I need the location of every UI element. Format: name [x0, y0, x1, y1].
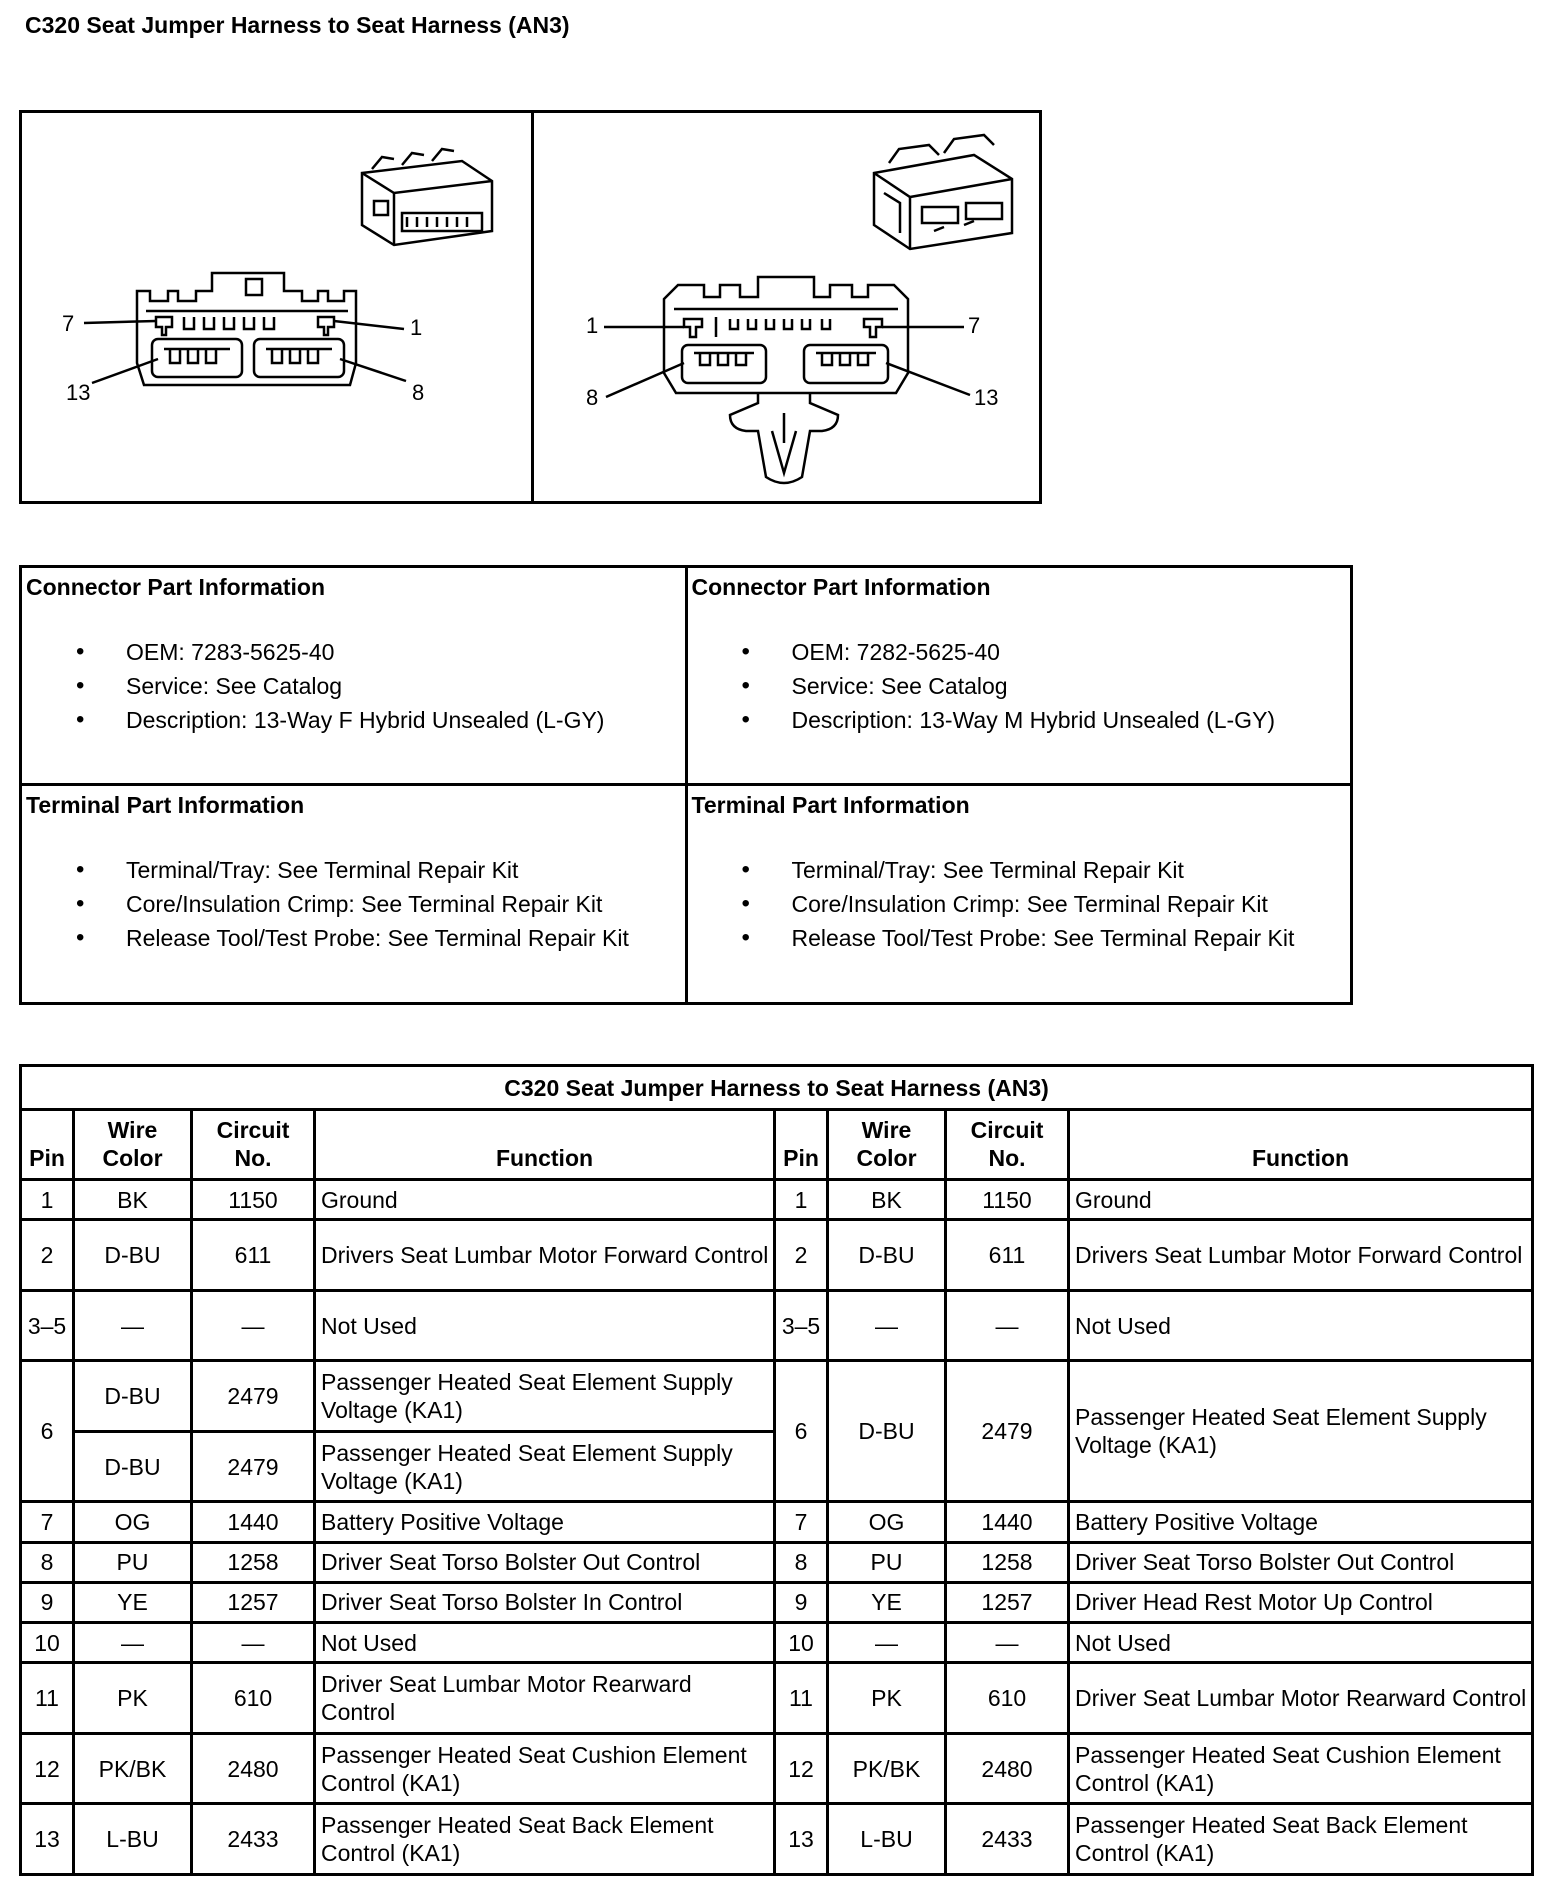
connector-diagram-panel [19, 110, 1042, 504]
right-connector-info-heading: Connector Part Information [691, 574, 991, 600]
header-wire-color: Wire Color [74, 1110, 192, 1180]
wire-color-cell: L-BU [828, 1804, 946, 1875]
header-circuit: Circuit No. [946, 1110, 1069, 1180]
left-connector-info [21, 567, 687, 785]
wire-color-cell: BK [828, 1180, 946, 1220]
pin-cell: 13 [21, 1804, 74, 1875]
function-cell: Ground [1069, 1180, 1533, 1220]
pin-cell: 2 [775, 1220, 828, 1291]
left-connector-info-list [26, 635, 681, 737]
circuit-cell: 610 [946, 1663, 1069, 1734]
circuit-cell: 1440 [946, 1502, 1069, 1542]
function-cell: Passenger Heated Seat Element Supply Voltage (KA1) [315, 1431, 775, 1502]
right-pin-label-8: 8 [586, 385, 599, 410]
circuit-cell: 1257 [192, 1582, 315, 1622]
pin-cell: 9 [775, 1582, 828, 1622]
pin-cell: 10 [21, 1623, 74, 1663]
function-cell: Driver Seat Lumbar Motor Rearward Control [315, 1663, 775, 1734]
wire-color-cell: L-BU [74, 1804, 192, 1875]
right-pin-label-13: 13 [974, 385, 999, 410]
pin-cell: 8 [775, 1542, 828, 1582]
function-cell: Passenger Heated Seat Cushion Element Control (KA1) [315, 1733, 775, 1804]
circuit-cell: 2479 [192, 1361, 315, 1432]
wire-color-cell: PK [828, 1663, 946, 1734]
function-cell: Driver Head Rest Motor Up Control [1069, 1582, 1533, 1622]
pin-cell: 6 [21, 1361, 74, 1502]
list-item: • OEM: 7283-5625-40 [26, 635, 681, 669]
right-connector-iso-icon [874, 135, 1012, 249]
circuit-cell: — [946, 1290, 1069, 1361]
table-row [21, 1542, 1533, 1582]
wire-color-cell: — [74, 1290, 192, 1361]
wire-color-cell: YE [828, 1582, 946, 1622]
pinout-table [19, 1064, 1534, 1876]
header-function: Function [1069, 1110, 1533, 1180]
pin-cell: 9 [21, 1582, 74, 1622]
right-connector-drawing [534, 113, 1039, 501]
pin-cell: 7 [775, 1502, 828, 1542]
circuit-cell: 1150 [946, 1180, 1069, 1220]
left-pin-label-8: 8 [412, 380, 425, 405]
pin-cell: 3–5 [21, 1290, 74, 1361]
table-row [21, 1290, 1533, 1361]
circuit-cell: 611 [946, 1220, 1069, 1291]
pin-cell: 1 [21, 1180, 74, 1220]
wire-color-cell: PU [828, 1542, 946, 1582]
part-info-table [19, 565, 1353, 1005]
list-item: • OEM: 7282-5625-40 [692, 635, 1347, 669]
function-cell: Battery Positive Voltage [1069, 1502, 1533, 1542]
circuit-cell: 611 [192, 1220, 315, 1291]
right-terminal-info-list [692, 853, 1347, 955]
wire-color-cell: D-BU [74, 1361, 192, 1432]
pin-cell: 8 [21, 1542, 74, 1582]
wire-color-cell: PK/BK [74, 1733, 192, 1804]
circuit-cell: — [946, 1623, 1069, 1663]
list-item: • Description: 13-Way F Hybrid Unsealed (L-GY) [26, 703, 681, 737]
header-wire-color: Wire Color [828, 1110, 946, 1180]
list-item: • Release Tool/Test Probe: See Terminal Repair Kit [692, 921, 1347, 955]
left-pin-label-13: 13 [66, 380, 91, 405]
pin-cell: 11 [775, 1663, 828, 1734]
list-item: • Terminal/Tray: See Terminal Repair Kit [692, 853, 1347, 887]
pin-cell: 6 [775, 1361, 828, 1502]
left-pin-label-7: 7 [62, 311, 75, 336]
circuit-cell: — [192, 1623, 315, 1663]
wire-color-cell: — [74, 1623, 192, 1663]
left-pin-label-1: 1 [410, 315, 423, 340]
circuit-cell: — [192, 1290, 315, 1361]
circuit-cell: 1258 [946, 1542, 1069, 1582]
left-connector-iso-icon [362, 149, 492, 245]
right-pin-label-1: 1 [586, 313, 599, 338]
function-cell: Passenger Heated Seat Element Supply Voltage (KA1) [1069, 1361, 1533, 1502]
left-terminal-info-heading: Terminal Part Information [26, 792, 305, 818]
table-row [21, 1623, 1533, 1663]
function-cell: Not Used [315, 1290, 775, 1361]
pin-cell: 7 [21, 1502, 74, 1542]
right-terminal-info-heading: Terminal Part Information [691, 792, 970, 818]
right-terminal-info [686, 785, 1352, 1004]
function-cell: Battery Positive Voltage [315, 1502, 775, 1542]
function-cell: Ground [315, 1180, 775, 1220]
wire-color-cell: PU [74, 1542, 192, 1582]
header-circuit: Circuit No. [192, 1110, 315, 1180]
right-connector-info [686, 567, 1352, 785]
circuit-cell: 1258 [192, 1542, 315, 1582]
circuit-cell: 2480 [192, 1733, 315, 1804]
header-pin: Pin [21, 1110, 74, 1180]
table-row [21, 1733, 1533, 1804]
function-cell: Driver Seat Torso Bolster Out Control [1069, 1542, 1533, 1582]
pin-cell: 12 [775, 1733, 828, 1804]
table-row [21, 1180, 1533, 1220]
function-cell: Not Used [1069, 1290, 1533, 1361]
list-item: • Service: See Catalog [692, 669, 1347, 703]
function-cell: Passenger Heated Seat Cushion Element Control (KA1) [1069, 1733, 1533, 1804]
header-pin: Pin [775, 1110, 828, 1180]
list-item: • Description: 13-Way M Hybrid Unsealed (L-GY) [692, 703, 1347, 737]
function-cell: Drivers Seat Lumbar Motor Forward Control [315, 1220, 775, 1291]
header-function: Function [315, 1110, 775, 1180]
table-row [21, 1582, 1533, 1622]
circuit-cell: 2479 [946, 1361, 1069, 1502]
wire-color-cell: D-BU [74, 1431, 192, 1502]
circuit-cell: 610 [192, 1663, 315, 1734]
pin-cell: 11 [21, 1663, 74, 1734]
wire-color-cell: — [828, 1623, 946, 1663]
wire-color-cell: PK [74, 1663, 192, 1734]
function-cell: Passenger Heated Seat Back Element Control (KA1) [1069, 1804, 1533, 1875]
table-row [21, 1361, 1533, 1432]
circuit-cell: 2480 [946, 1733, 1069, 1804]
table-row [21, 1663, 1533, 1734]
list-item: • Service: See Catalog [26, 669, 681, 703]
function-cell: Not Used [1069, 1623, 1533, 1663]
left-terminal-info-list [26, 853, 681, 955]
wire-color-cell: OG [74, 1502, 192, 1542]
pin-cell: 3–5 [775, 1290, 828, 1361]
page-title: C320 Seat Jumper Harness to Seat Harness (AN3) [25, 12, 570, 38]
wire-color-cell: D-BU [828, 1361, 946, 1502]
circuit-cell: 2479 [192, 1431, 315, 1502]
function-cell: Drivers Seat Lumbar Motor Forward Control [1069, 1220, 1533, 1291]
pin-cell: 12 [21, 1733, 74, 1804]
right-connector-info-list [692, 635, 1347, 737]
function-cell: Not Used [315, 1623, 775, 1663]
function-cell: Driver Seat Lumbar Motor Rearward Control [1069, 1663, 1533, 1734]
function-cell: Driver Seat Torso Bolster In Control [315, 1582, 775, 1622]
left-connector-drawing [22, 113, 531, 501]
wire-color-cell: — [828, 1290, 946, 1361]
pin-cell: 10 [775, 1623, 828, 1663]
pin-cell: 13 [775, 1804, 828, 1875]
wire-color-cell: D-BU [74, 1220, 192, 1291]
list-item: • Release Tool/Test Probe: See Terminal Repair Kit [26, 921, 681, 955]
list-item: • Terminal/Tray: See Terminal Repair Kit [26, 853, 681, 887]
circuit-cell: 1257 [946, 1582, 1069, 1622]
pinout-table-title: C320 Seat Jumper Harness to Seat Harness (AN3) [21, 1066, 1533, 1110]
list-item: • Core/Insulation Crimp: See Terminal Repair Kit [26, 887, 681, 921]
wire-color-cell: BK [74, 1180, 192, 1220]
wire-color-cell: D-BU [828, 1220, 946, 1291]
left-connector-info-heading: Connector Part Information [26, 574, 326, 600]
circuit-cell: 1150 [192, 1180, 315, 1220]
right-pin-label-7: 7 [968, 313, 981, 338]
circuit-cell: 1440 [192, 1502, 315, 1542]
wire-color-cell: PK/BK [828, 1733, 946, 1804]
left-terminal-info [21, 785, 687, 1004]
function-cell: Passenger Heated Seat Element Supply Voltage (KA1) [315, 1361, 775, 1432]
wire-color-cell: OG [828, 1502, 946, 1542]
table-row [21, 1804, 1533, 1875]
table-row [21, 1220, 1533, 1291]
circuit-cell: 2433 [946, 1804, 1069, 1875]
circuit-cell: 2433 [192, 1804, 315, 1875]
wire-color-cell: YE [74, 1582, 192, 1622]
table-row [21, 1502, 1533, 1542]
list-item: • Core/Insulation Crimp: See Terminal Repair Kit [692, 887, 1347, 921]
function-cell: Driver Seat Torso Bolster Out Control [315, 1542, 775, 1582]
function-cell: Passenger Heated Seat Back Element Control (KA1) [315, 1804, 775, 1875]
pin-cell: 2 [21, 1220, 74, 1291]
pin-cell: 1 [775, 1180, 828, 1220]
